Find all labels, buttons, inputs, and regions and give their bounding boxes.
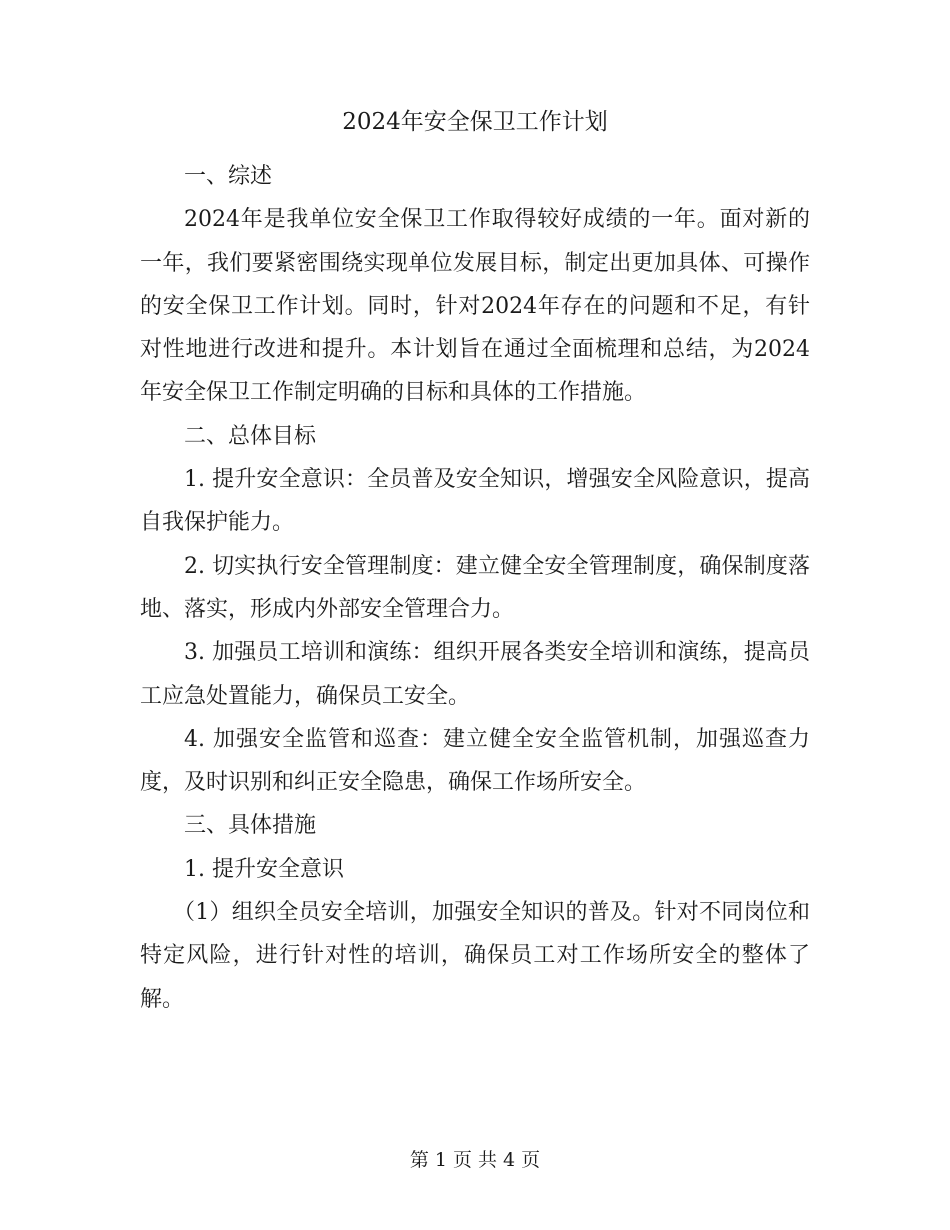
goal-item-2: 2. 切实执行安全管理制度：建立健全安全管理制度，确保制度落地、落实，形成内外部安全管理合力。 bbox=[140, 553, 810, 622]
goal-item-1: 1. 提升安全意识：全员普及安全知识，增强安全风险意识，提高自我保护能力。 bbox=[140, 467, 810, 536]
document-title: 2024年安全保卫工作计划 bbox=[342, 109, 608, 135]
section-heading-overview: 一、综述 bbox=[184, 164, 273, 189]
measure-subitem-1-1: （1）组织全员安全培训，加强安全知识的普及。针对不同岗位和特定风险，进行针对性的培训，确保员工对工作场所安全的整体了解。 bbox=[140, 900, 810, 1012]
goal-item-4: 4. 加强安全监管和巡查：建立健全安全监管机制，加强巡查力度，及时识别和纠正安全隐患，确保工作场所安全。 bbox=[140, 726, 810, 796]
goal-item-3: 3. 加强员工培训和演练：组织开展各类安全培训和演练，提高员工应急处置能力，确保员工安全。 bbox=[140, 640, 810, 709]
overview-paragraph: 2024年是我单位安全保卫工作取得较好成绩的一年。面对新的一年，我们要紧密围绕实现单位发展目标，制定出更加具体、可操作的安全保卫工作计划。同时，针对2024年存在的问题和不足，有针对性地进行改进和提升。本计划旨在通过全面梳理和总结，为2024年安全保卫工作制定明确的目标和具体的工作措施。 bbox=[140, 207, 810, 406]
page-footer: 第 1 页 共 4 页 bbox=[409, 1149, 541, 1171]
document-body bbox=[140, 155, 810, 1021]
section-heading-measures: 三、具体措施 bbox=[184, 813, 317, 839]
section-heading-goals: 二、总体目标 bbox=[184, 423, 317, 449]
measure-item-1: 1. 提升安全意识 bbox=[184, 856, 344, 882]
